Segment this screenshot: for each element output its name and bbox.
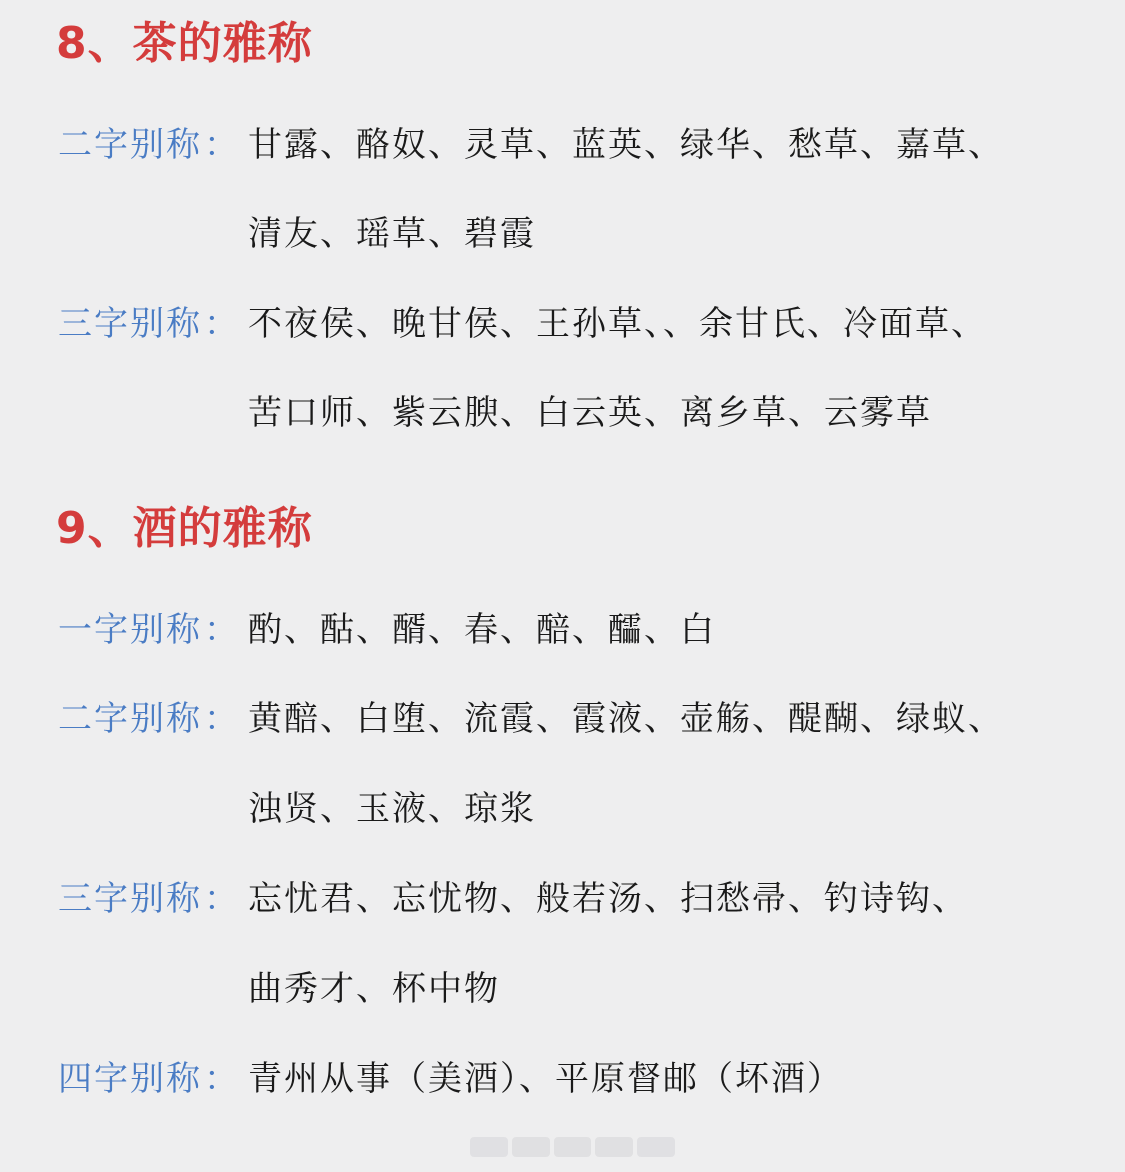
tea-three-char-names: 不夜侯、晚甘侯、王孙草、、余甘氏、冷面草、 (248, 304, 987, 344)
tea-three-char-names-continued: 苦口师、紫云腴、白云英、离乡草、云雾草 (248, 393, 932, 433)
wine-two-char-row (58, 699, 1004, 739)
wine-one-char-row (58, 610, 716, 650)
wine-one-char-names: 酌、酤、醑、春、醅、醽、白 (248, 610, 716, 650)
wine-section-heading: 9、酒的雅称 (56, 503, 313, 554)
tea-two-char-row (58, 125, 1004, 165)
watermark-segment (554, 1137, 592, 1157)
watermark-segment (595, 1137, 633, 1157)
wine-four-char-row (58, 1059, 843, 1099)
wine-one-char-label: 一字别称： (58, 610, 238, 650)
wine-two-char-label: 二字别称： (58, 699, 238, 739)
tea-two-char-names: 甘露、酪奴、灵草、蓝英、绿华、愁草、嘉草、 (248, 125, 1004, 165)
tea-section-heading: 8、茶的雅称 (56, 18, 313, 69)
tea-two-char-names-continued: 清友、瑶草、碧霞 (248, 214, 536, 254)
wine-three-char-names-continued: 曲秀才、杯中物 (248, 969, 500, 1009)
tea-three-char-row (58, 304, 987, 344)
wine-three-char-label: 三字别称： (58, 879, 238, 919)
wine-two-char-names: 黄醅、白堕、流霞、霞液、壶觞、醍醐、绿蚁、 (248, 699, 1004, 739)
watermark-segment (512, 1137, 550, 1157)
wine-two-char-names-continued: 浊贤、玉液、琼浆 (248, 789, 536, 829)
watermark-segment (637, 1137, 675, 1157)
wine-four-char-names: 青州从事（美酒）、平原督邮（坏酒） (248, 1059, 843, 1099)
tea-three-char-label: 三字别称： (58, 304, 238, 344)
wine-four-char-label: 四字别称： (58, 1059, 238, 1099)
watermark-segment (470, 1137, 508, 1157)
watermark-blur (470, 1134, 675, 1160)
wine-three-char-row (58, 879, 968, 919)
tea-two-char-label: 二字别称： (58, 125, 238, 165)
wine-three-char-names: 忘忧君、忘忧物、般若汤、扫愁帚、钓诗钩、 (248, 879, 968, 919)
